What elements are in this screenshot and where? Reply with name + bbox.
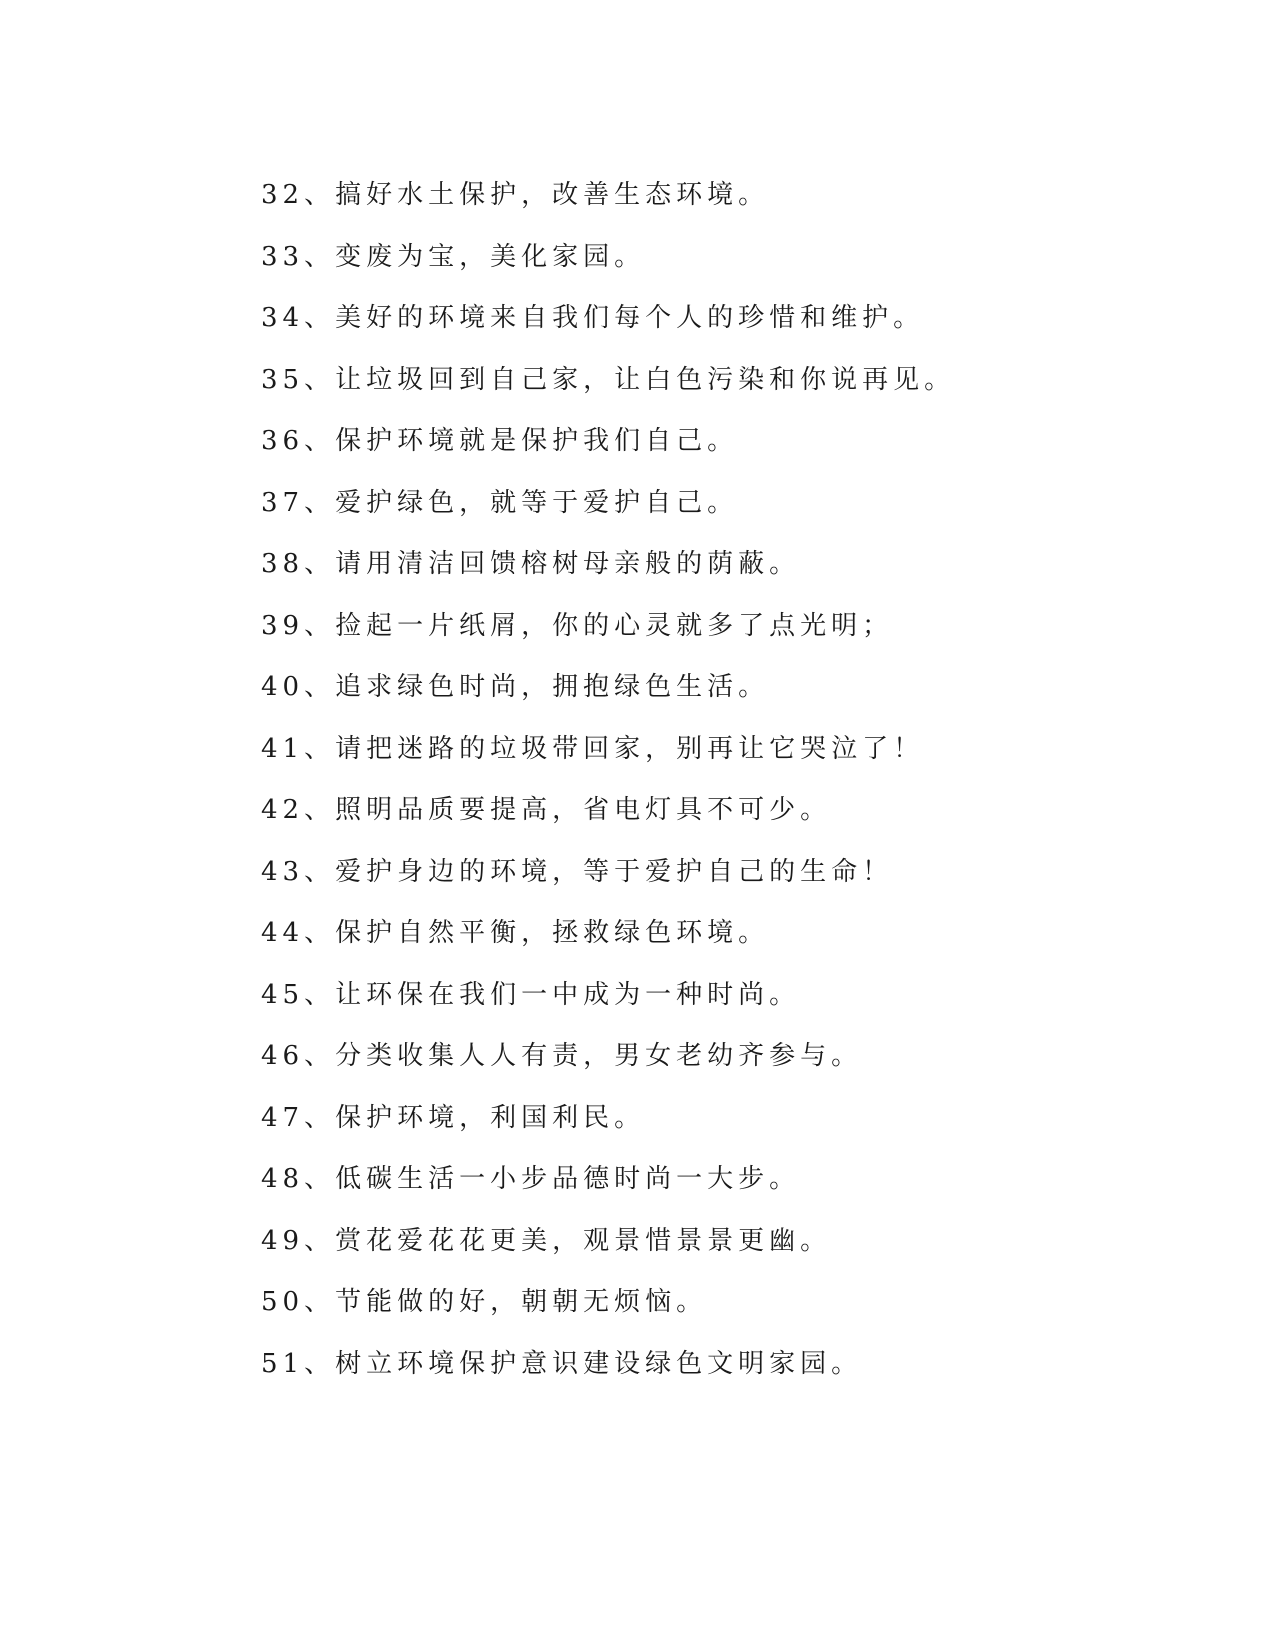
slogan-list bbox=[261, 165, 955, 1395]
slogan-line: 42、照明品质要提高，省电灯具不可少。 bbox=[261, 795, 832, 825]
slogan-line: 32、搞好水土保护，改善生态环境。 bbox=[261, 180, 770, 210]
slogan-line: 46、分类收集人人有责，男女老幼齐参与。 bbox=[261, 1041, 863, 1071]
slogan-line: 44、保护自然平衡，拯救绿色环境。 bbox=[261, 918, 770, 948]
slogan-line: 34、美好的环境来自我们每个人的珍惜和维护。 bbox=[261, 303, 925, 333]
slogan-line: 48、低碳生活一小步品德时尚一大步。 bbox=[261, 1164, 801, 1194]
slogan-line: 45、让环保在我们一中成为一种时尚。 bbox=[261, 979, 801, 1010]
slogan-line: 43、爱护身边的环境，等于爱护自己的生命！ bbox=[261, 856, 894, 887]
slogan-line: 40、追求绿色时尚，拥抱绿色生活。 bbox=[261, 672, 770, 702]
slogan-line: 47、保护环境，利国利民。 bbox=[261, 1102, 646, 1133]
slogan-line: 35、让垃圾回到自己家，让白色污染和你说再见。 bbox=[261, 364, 956, 395]
slogan-line: 39、捡起一片纸屑，你的心灵就多了点光明； bbox=[261, 610, 894, 641]
slogan-line: 51、树立环境保护意识建设绿色文明家园。 bbox=[261, 1348, 863, 1379]
slogan-line: 37、爱护绿色，就等于爱护自己。 bbox=[261, 487, 739, 518]
slogan-line: 49、赏花爱花花更美，观景惜景景更幽。 bbox=[261, 1225, 832, 1256]
slogan-line: 33、变废为宝，美化家园。 bbox=[261, 241, 646, 272]
slogan-line: 38、请用清洁回馈榕树母亲般的荫蔽。 bbox=[261, 549, 801, 579]
slogan-line: 50、节能做的好，朝朝无烦恼。 bbox=[261, 1287, 708, 1317]
slogan-line: 41、请把迷路的垃圾带回家，别再让它哭泣了！ bbox=[261, 733, 925, 764]
slogan-line: 36、保护环境就是保护我们自己。 bbox=[261, 426, 739, 456]
